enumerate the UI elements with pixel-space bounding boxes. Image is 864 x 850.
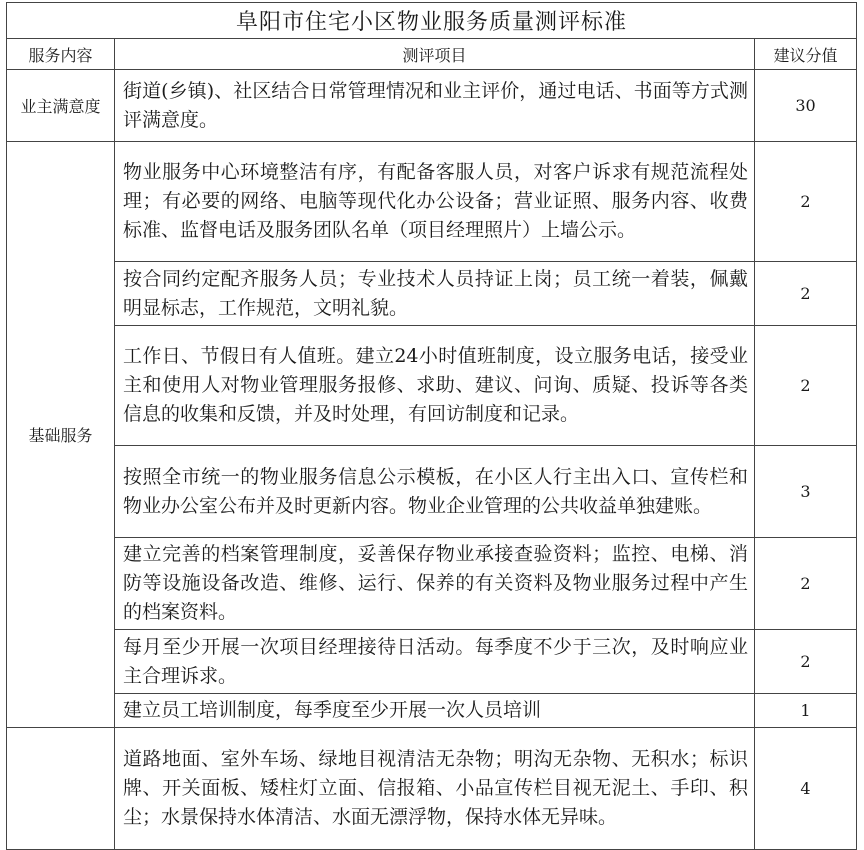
evaluation-standard-sheet xyxy=(6,2,856,850)
score-cell: 2 xyxy=(755,538,857,630)
item-cell: 道路地面、室外车场、绿地目视清洁无杂物；明沟无杂物、无积水；标识牌、开关面板、矮柱灯立面、信报箱、小品宣传栏目视无泥土、手印、积尘；水景保持水体清洁、水面无漂浮物，保持水体无异味。 xyxy=(115,728,755,850)
item-cell: 街道(乡镇)、社区结合日常管理情况和业主评价，通过电话、书面等方式测评满意度。 xyxy=(115,70,755,142)
header-evaluation-item: 测评项目 xyxy=(115,39,755,70)
table-row xyxy=(7,70,857,142)
item-cell: 按合同约定配齐服务人员；专业技术人员持证上岗；员工统一着装，佩戴明显标志，工作规范，文明礼貌。 xyxy=(115,262,755,326)
score-cell: 2 xyxy=(755,630,857,694)
header-row xyxy=(7,39,857,70)
table-row xyxy=(7,728,857,850)
category-cell: 业主满意度 xyxy=(7,70,115,142)
score-cell: 2 xyxy=(755,262,857,326)
category-cell xyxy=(7,728,115,850)
table-row xyxy=(7,538,857,630)
table-title: 阜阳市住宅小区物业服务质量测评标准 xyxy=(7,3,857,39)
score-cell: 3 xyxy=(755,446,857,538)
score-cell: 4 xyxy=(755,728,857,850)
table-row xyxy=(7,630,857,694)
item-cell: 物业服务中心环境整洁有序，有配备客服人员，对客户诉求有规范流程处理；有必要的网络、电脑等现代化办公设备；营业证照、服务内容、收费标准、监督电话及服务团队名单（项目经理照片）上墙公示。 xyxy=(115,142,755,262)
table-row xyxy=(7,446,857,538)
table-row xyxy=(7,262,857,326)
table-row xyxy=(7,142,857,262)
table-row xyxy=(7,694,857,728)
score-cell: 2 xyxy=(755,326,857,446)
score-cell: 1 xyxy=(755,694,857,728)
item-cell: 工作日、节假日有人值班。建立24小时值班制度，设立服务电话，接受业主和使用人对物业管理服务报修、求助、建议、问询、质疑、投诉等各类信息的收集和反馈，并及时处理，有回访制度和记录。 xyxy=(115,326,755,446)
header-service-content: 服务内容 xyxy=(7,39,115,70)
score-cell: 2 xyxy=(755,142,857,262)
evaluation-table xyxy=(6,2,857,850)
item-cell: 按照全市统一的物业服务信息公示模板，在小区人行主出入口、宣传栏和物业办公室公布并及时更新内容。物业企业管理的公共收益单独建账。 xyxy=(115,446,755,538)
item-cell: 每月至少开展一次项目经理接待日活动。每季度不少于三次，及时响应业主合理诉求。 xyxy=(115,630,755,694)
header-suggested-score: 建议分值 xyxy=(755,39,857,70)
title-row xyxy=(7,3,857,39)
item-cell: 建立完善的档案管理制度，妥善保存物业承接查验资料；监控、电梯、消防等设施设备改造、维修、运行、保养的有关资料及物业服务过程中产生的档案资料。 xyxy=(115,538,755,630)
table-row xyxy=(7,326,857,446)
score-cell: 30 xyxy=(755,70,857,142)
category-cell: 基础服务 xyxy=(7,142,115,728)
item-cell: 建立员工培训制度，每季度至少开展一次人员培训 xyxy=(115,694,755,728)
